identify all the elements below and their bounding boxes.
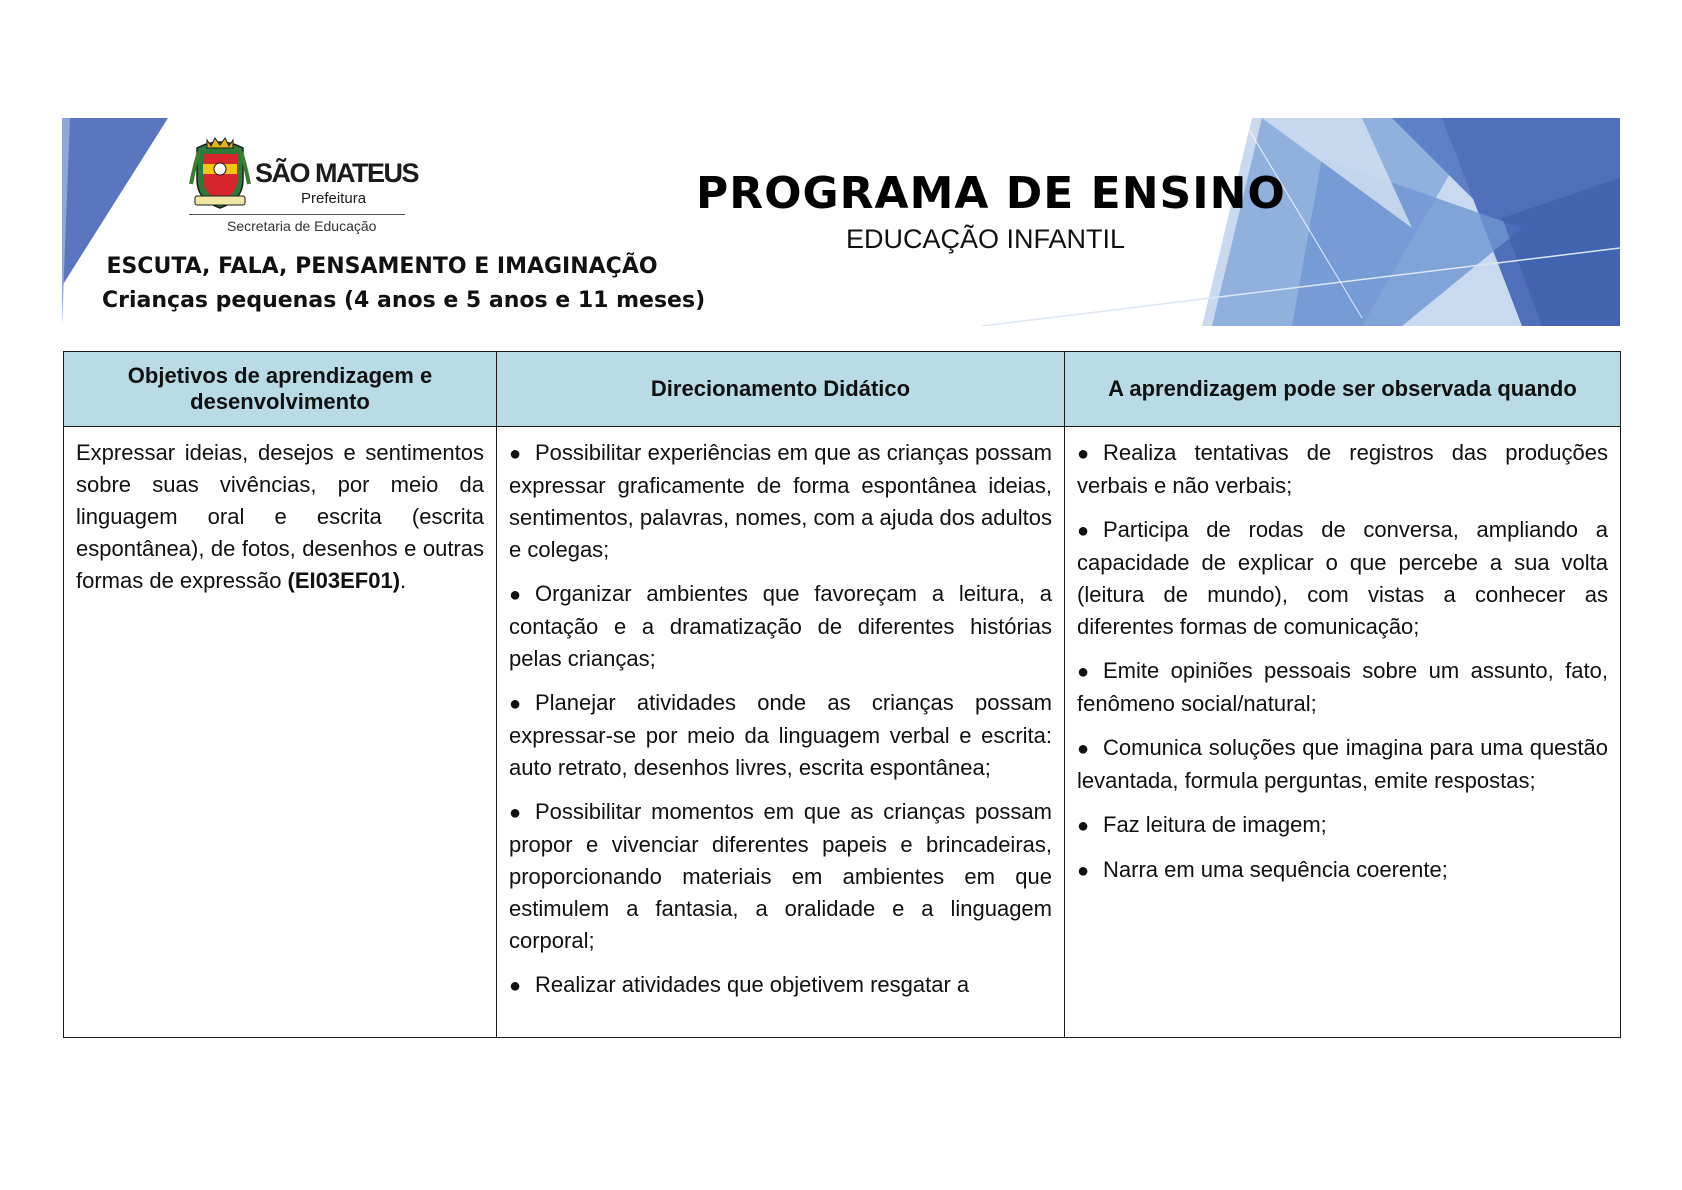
bullet-icon: ●: [1077, 860, 1090, 882]
objectives-cell: [64, 427, 497, 1038]
page-title: PROGRAMA DE ENSINO: [696, 168, 1286, 219]
didactic-item-text: Realizar atividades que objetivem resgatar a: [535, 972, 970, 997]
observation-item-text: Comunica soluções que imagina para uma questão levantada, formula perguntas, emite respostas;: [1077, 735, 1608, 793]
list-item: [1077, 437, 1608, 502]
bullet-icon: ●: [1077, 443, 1090, 465]
observation-item-text: Emite opiniões pessoais sobre um assunto, fato, fenômeno social/natural;: [1077, 658, 1608, 716]
objective-code: (EI03EF01): [287, 568, 401, 593]
didactic-item-text: Possibilitar experiências em que as crianças possam expressar graficamente de forma espontânea ideias, sentimentos, palavras, nomes, com a ajuda dos adultos e colegas;: [509, 440, 1052, 562]
observation-item-text: Faz leitura de imagem;: [1103, 812, 1327, 837]
bullet-icon: ●: [509, 693, 522, 715]
subject-title: ESCUTA, FALA, PENSAMENTO E IMAGINAÇÃO: [106, 254, 658, 279]
bullet-icon: ●: [509, 802, 522, 824]
didactic-item-text: Organizar ambientes que favoreçam a leitura, a contação e a dramatização de diferentes histórias pelas crianças;: [509, 581, 1052, 671]
city-logo: [187, 134, 419, 234]
bullet-icon: ●: [509, 584, 522, 606]
list-item: [1077, 732, 1608, 797]
observation-cell: [1065, 427, 1621, 1038]
header-observation: A aprendizagem pode ser observada quando: [1065, 352, 1621, 427]
bullet-icon: ●: [1077, 815, 1090, 837]
header-objectives: Objetivos de aprendizagem e desenvolvimento: [64, 352, 497, 427]
bullet-icon: ●: [509, 443, 522, 465]
objective-suffix: .: [400, 568, 407, 593]
list-item: [509, 969, 1052, 1002]
list-item: [1077, 854, 1608, 887]
program-table: [63, 351, 1621, 1038]
didactic-item-text: Possibilitar momentos em que as crianças possam propor e vivenciar diferentes papeis e brincadeiras, proporcionando materiais em ambientes em que estimulem a fantasia, a oralidade e a linguagem corporal;: [509, 799, 1052, 953]
logo-department: Secretaria de Educação: [227, 218, 377, 234]
bullet-icon: ●: [509, 975, 522, 997]
subject-age-group: Crianças pequenas (4 anos e 5 anos e 11 meses): [102, 288, 706, 313]
city-crest-icon: [189, 134, 251, 214]
logo-divider: [189, 214, 405, 215]
page-subtitle: EDUCAÇÃO INFANTIL: [846, 224, 1126, 254]
observation-item-text: Participa de rodas de conversa, ampliando a capacidade de explicar o que percebe a sua volta (leitura de mundo), com vistas a conhecer as diferentes formas de comunicação;: [1077, 517, 1608, 639]
table-row: [64, 427, 1621, 1038]
list-item: [1077, 655, 1608, 720]
objective-text: Expressar ideias, desejos e sentimentos sobre suas vivências, por meio da linguagem oral e escrita (escrita espontânea), de fotos, desenhos e outras formas de expressão: [76, 440, 484, 593]
bullet-icon: ●: [1077, 738, 1090, 760]
header-banner: [62, 118, 1620, 326]
logo-city-name: SÃO MATEUS: [255, 158, 419, 188]
bullet-icon: ●: [1077, 661, 1090, 683]
list-item: [509, 796, 1052, 957]
didactic-item-text: Planejar atividades onde as crianças possam expressar-se por meio da linguagem verbal e escrita: auto retrato, desenhos livres, escrita espontânea;: [509, 690, 1052, 780]
list-item: [509, 437, 1052, 566]
observation-item-text: Realiza tentativas de registros das produções verbais e não verbais;: [1077, 440, 1608, 498]
list-item: [509, 578, 1052, 675]
table-header-row: [64, 352, 1621, 427]
list-item: [1077, 809, 1608, 842]
list-item: [509, 687, 1052, 784]
header-didactic-direction: Direcionamento Didático: [497, 352, 1065, 427]
bullet-icon: ●: [1077, 520, 1090, 542]
observation-item-text: Narra em uma sequência coerente;: [1103, 857, 1448, 882]
observation-list: [1077, 437, 1608, 887]
logo-subtitle: Prefeitura: [301, 190, 367, 207]
list-item: [1077, 514, 1608, 643]
didactic-cell: [497, 427, 1065, 1038]
didactic-list: [509, 437, 1052, 1002]
